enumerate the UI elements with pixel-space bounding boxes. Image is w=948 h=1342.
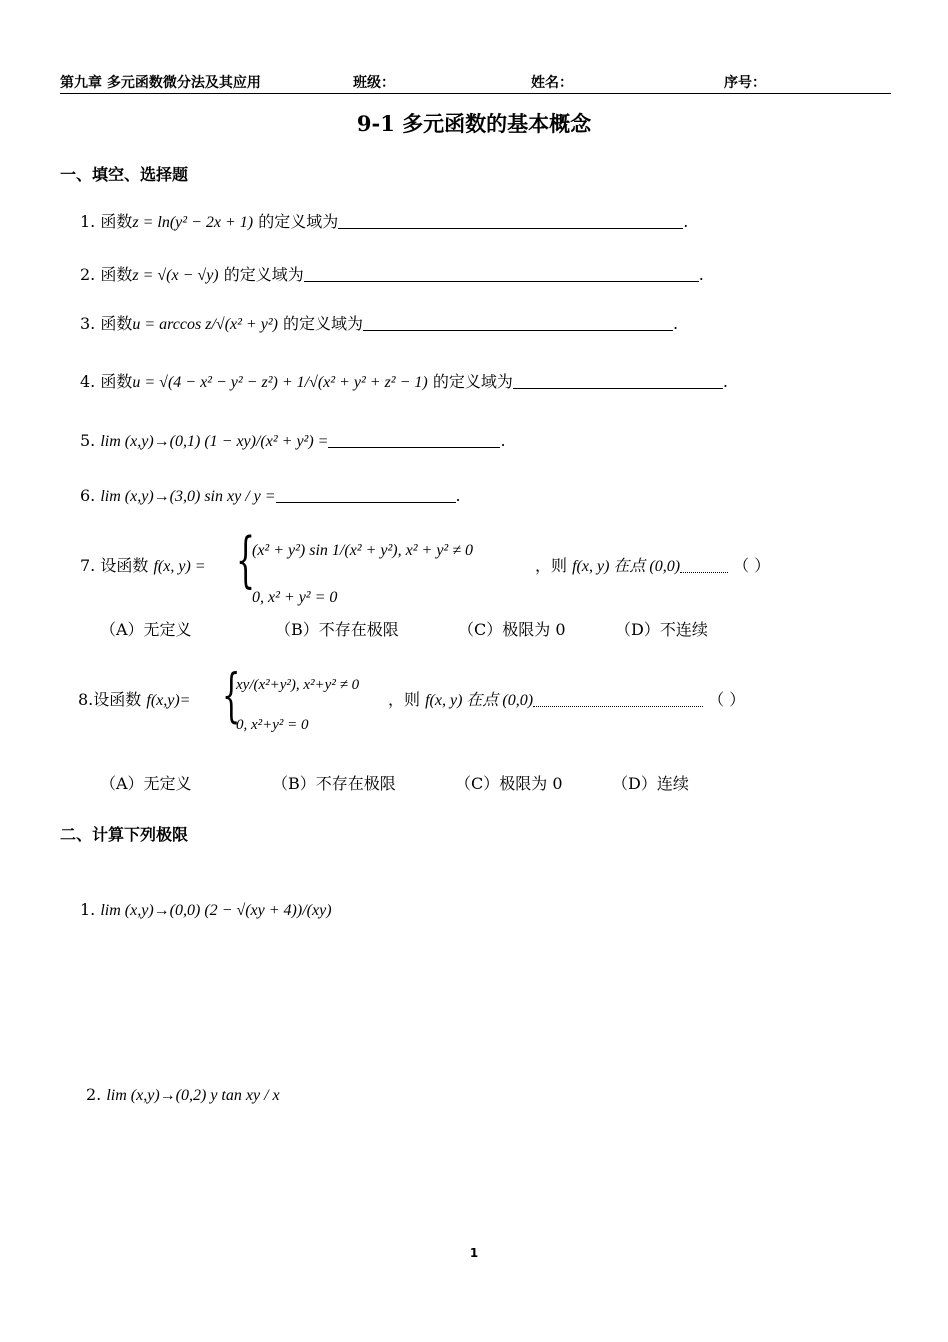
q8-case-1: xy/(x²+y²), x²+y² ≠ 0 — [236, 677, 360, 693]
q7-option-c[interactable]: （C）极限为 0 — [458, 620, 566, 639]
q8-function: f(x,y)= — [146, 692, 191, 709]
q3-end: . — [673, 314, 679, 333]
section-heading-2: 二、计算下列极限 — [60, 825, 189, 844]
q8-number: 8. — [78, 690, 94, 709]
question-8 — [78, 692, 190, 709]
question-5 — [80, 433, 506, 450]
q2-prefix: 函数 — [100, 265, 133, 284]
problem-2 — [86, 1087, 280, 1104]
q8-option-c[interactable]: （C）极限为 0 — [455, 774, 563, 793]
q3-answer-blank[interactable] — [363, 329, 673, 331]
question-6 — [80, 488, 461, 505]
page-number: 1 — [469, 1246, 479, 1260]
q2-formula: z = √(x − √y) — [132, 267, 219, 284]
q7-then: ，则 — [535, 556, 568, 575]
q3-suffix: 的定义域为 — [283, 314, 364, 333]
q7-prefix: 设函数 — [100, 556, 149, 575]
question-1 — [80, 214, 688, 231]
q8-then: ，则 — [388, 690, 421, 709]
question-4 — [80, 374, 728, 391]
header-rule — [60, 93, 891, 94]
q7-tail — [535, 558, 770, 575]
q2-answer-blank[interactable] — [304, 280, 699, 282]
q8-answer-paren[interactable]: （ ） — [708, 690, 746, 709]
q7-point: f(x, y) 在点 (0,0) — [572, 558, 681, 575]
q1-answer-blank[interactable] — [338, 227, 683, 229]
q3-prefix: 函数 — [100, 314, 133, 333]
q4-formula: u = √(4 − x² − y² − z²) + 1/√(x² + y² + z² − 1) — [132, 374, 428, 391]
q8-option-a[interactable]: （A）无定义 — [100, 774, 192, 793]
q2-end: . — [698, 265, 704, 284]
q6-formula: lim (x,y)→(3,0) sin xy / y = — [100, 488, 276, 505]
q1-number: 1. — [80, 212, 96, 231]
q5-end: . — [500, 431, 506, 450]
page-title: 9-1 多元函数的基本概念 — [356, 111, 592, 136]
question-7 — [80, 558, 206, 575]
q8-dots — [533, 705, 703, 707]
q7-option-d[interactable]: （D）不连续 — [615, 620, 708, 639]
q7-option-a[interactable]: （A）无定义 — [100, 620, 192, 639]
q4-prefix: 函数 — [100, 372, 133, 391]
name-label: 姓名： — [531, 75, 573, 91]
q2-suffix: 的定义域为 — [223, 265, 304, 284]
q7-case-1: (x² + y²) sin 1/(x² + y²), x² + y² ≠ 0 — [252, 542, 473, 559]
q1-end: . — [683, 212, 689, 231]
q5-number: 5. — [80, 431, 96, 450]
section-heading-1: 一、填空、选择题 — [60, 165, 189, 184]
q7-answer-paren[interactable]: （ ） — [733, 556, 771, 575]
q1-formula: z = ln(y² − 2x + 1) — [132, 214, 254, 231]
q7-option-b[interactable]: （B）不存在极限 — [275, 620, 399, 639]
q3-formula: u = arccos z/√(x² + y²) — [132, 316, 278, 333]
q7-brace: { — [236, 525, 256, 595]
q6-answer-blank[interactable] — [276, 501, 456, 503]
problem-1 — [80, 902, 332, 919]
q7-number: 7. — [80, 556, 96, 575]
q8-prefix: 设函数 — [93, 690, 142, 709]
q7-function: f(x, y) = — [153, 558, 206, 575]
q3-number: 3. — [80, 314, 96, 333]
q8-point: f(x, y) 在点 (0,0) — [425, 692, 534, 709]
number-label: 序号： — [724, 75, 766, 91]
p1-number: 1. — [80, 900, 96, 919]
q6-number: 6. — [80, 486, 96, 505]
q4-suffix: 的定义域为 — [432, 372, 513, 391]
q4-answer-blank[interactable] — [513, 387, 723, 389]
question-3 — [80, 316, 678, 333]
question-2 — [80, 267, 704, 284]
q8-option-b[interactable]: （B）不存在极限 — [272, 774, 396, 793]
q6-end: . — [455, 486, 461, 505]
q1-prefix: 函数 — [100, 212, 133, 231]
q8-tail — [388, 692, 745, 709]
q7-dots — [680, 571, 728, 573]
q2-number: 2. — [80, 265, 96, 284]
p2-number: 2. — [86, 1085, 102, 1104]
p2-formula: lim (x,y)→(0,2) y tan xy / x — [106, 1087, 280, 1104]
class-label: 班级： — [353, 75, 395, 91]
q4-end: . — [722, 372, 728, 391]
q8-case-2: 0, x²+y² = 0 — [236, 717, 309, 733]
q4-number: 4. — [80, 372, 96, 391]
q8-option-d[interactable]: （D）连续 — [612, 774, 689, 793]
q7-case-2: 0, x² + y² = 0 — [252, 589, 338, 606]
q1-suffix: 的定义域为 — [258, 212, 339, 231]
q5-formula: lim (x,y)→(0,1) (1 − xy)/(x² + y²) = — [100, 433, 329, 450]
q8-brace: { — [222, 661, 241, 729]
chapter-title: 第九章 多元函数微分法及其应用 — [60, 75, 261, 91]
q5-answer-blank[interactable] — [328, 446, 500, 448]
p1-formula: lim (x,y)→(0,0) (2 − √(xy + 4))/(xy) — [100, 902, 332, 919]
